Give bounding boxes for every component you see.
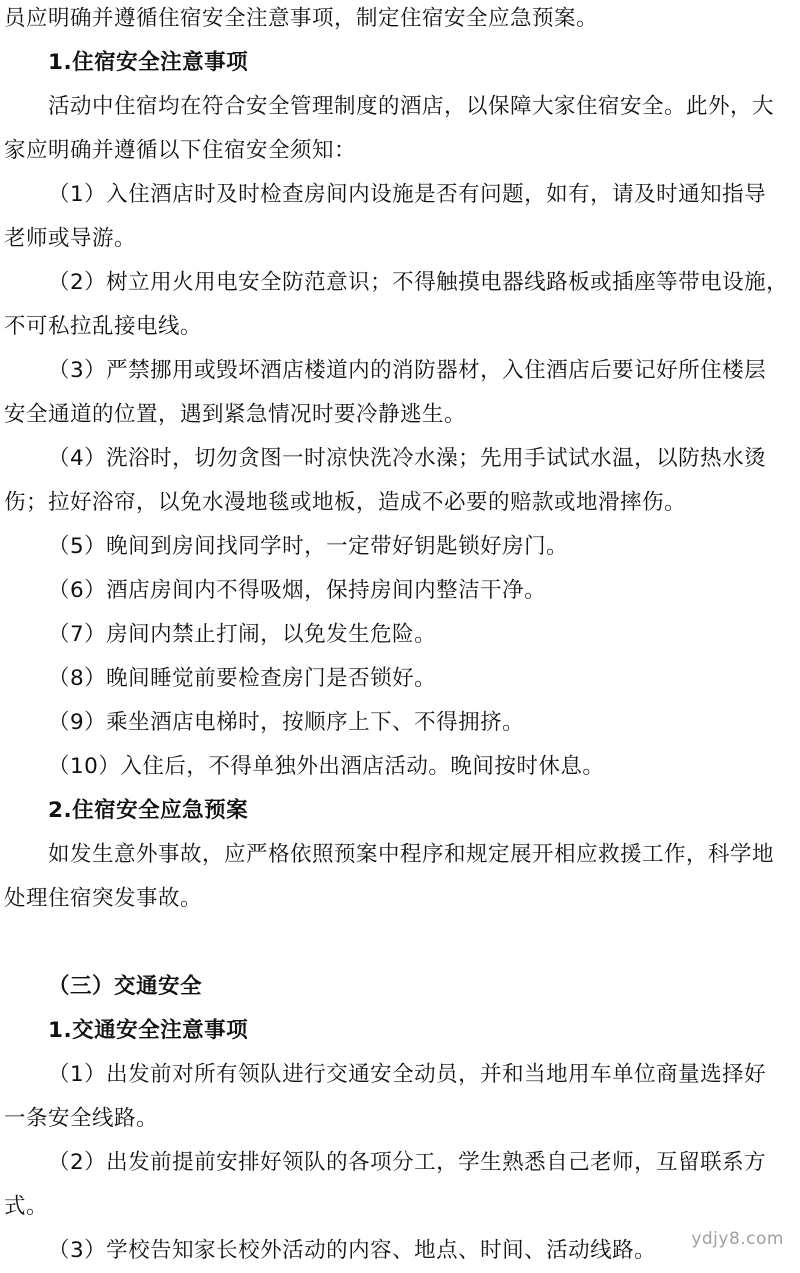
traffic-item-3: （3）学校告知家长校外活动的内容、地点、时间、活动线路。 (48, 1238, 657, 1263)
list-item-4-line1: （4）洗浴时，切勿贪图一时凉快洗冷水澡；先用手试试水温，以防热水烫 (48, 446, 767, 471)
list-item-2-line2: 不可私拉乱接电线。 (4, 314, 203, 339)
list-item-6: （6）酒店房间内不得吸烟，保持房间内整洁干净。 (48, 578, 547, 603)
list-item-9: （9）乘坐酒店电梯时，按顺序上下、不得拥挤。 (48, 710, 525, 735)
blank-line (0, 921, 800, 965)
traffic-item-2-line1: （2）出发前提前安排好领队的各项分工，学生熟悉自己老师，互留联系方 (48, 1150, 767, 1175)
section-heading-traffic: （三）交通安全 (48, 974, 203, 999)
list-item-7: （7）房间内禁止打闹，以免发生危险。 (48, 622, 437, 647)
list-item-2-line1: （2）树立用火用电安全防范意识；不得触摸电器线路板或插座等带电设施， (48, 270, 789, 295)
heading-lodging-emergency: 2.住宿安全应急预案 (48, 798, 249, 823)
list-item-10: （10）入住后，不得单独外出酒店活动。晚间按时休息。 (48, 754, 605, 779)
list-item-5: （5）晚间到房间找同学时，一定带好钥匙锁好房门。 (48, 534, 569, 559)
list-item-3-line1: （3）严禁挪用或毁坏酒店楼道内的消防器材，入住酒店后要记好所住楼层 (48, 358, 767, 383)
traffic-item-1-line2: 一条安全线路。 (4, 1106, 159, 1131)
list-item-8: （8）晚间睡觉前要检查房门是否锁好。 (48, 666, 437, 691)
heading-lodging-notes: 1.住宿安全注意事项 (48, 50, 249, 75)
heading-traffic-notes: 1.交通安全注意事项 (48, 1018, 249, 1043)
list-item-1-line2: 老师或导游。 (4, 226, 137, 251)
paragraph-lodging-intro-line1: 活动中住宿均在符合安全管理制度的酒店，以保障大家住宿安全。此外，大 (48, 94, 775, 119)
traffic-item-1-line1: （1）出发前对所有领队进行交通安全动员，并和当地用车单位商量选择好 (48, 1062, 767, 1087)
list-item-3-line2: 安全通道的位置，遇到紧急情况时要冷静逃生。 (4, 402, 467, 427)
watermark: ydjy8.com (691, 1229, 784, 1249)
paragraph-emergency-line2: 处理住宿突发事故。 (4, 886, 203, 911)
paragraph-continuation: 员应明确并遵循住宿安全注意事项，制定住宿安全应急预案。 (4, 6, 599, 31)
paragraph-lodging-intro-line2: 家应明确并遵循以下住宿安全须知： (4, 138, 357, 163)
paragraph-emergency-line1: 如发生意外事故，应严格依照预案中程序和规定展开相应救援工作，科学地 (48, 842, 775, 867)
list-item-4-line2: 伤；拉好浴帘，以免水漫地毯或地板，造成不必要的赔款或地滑摔伤。 (4, 490, 687, 515)
list-item-1-line1: （1）入住酒店时及时检查房间内设施是否有问题，如有，请及时通知指导 (48, 182, 767, 207)
traffic-item-2-line2: 式。 (4, 1194, 49, 1219)
